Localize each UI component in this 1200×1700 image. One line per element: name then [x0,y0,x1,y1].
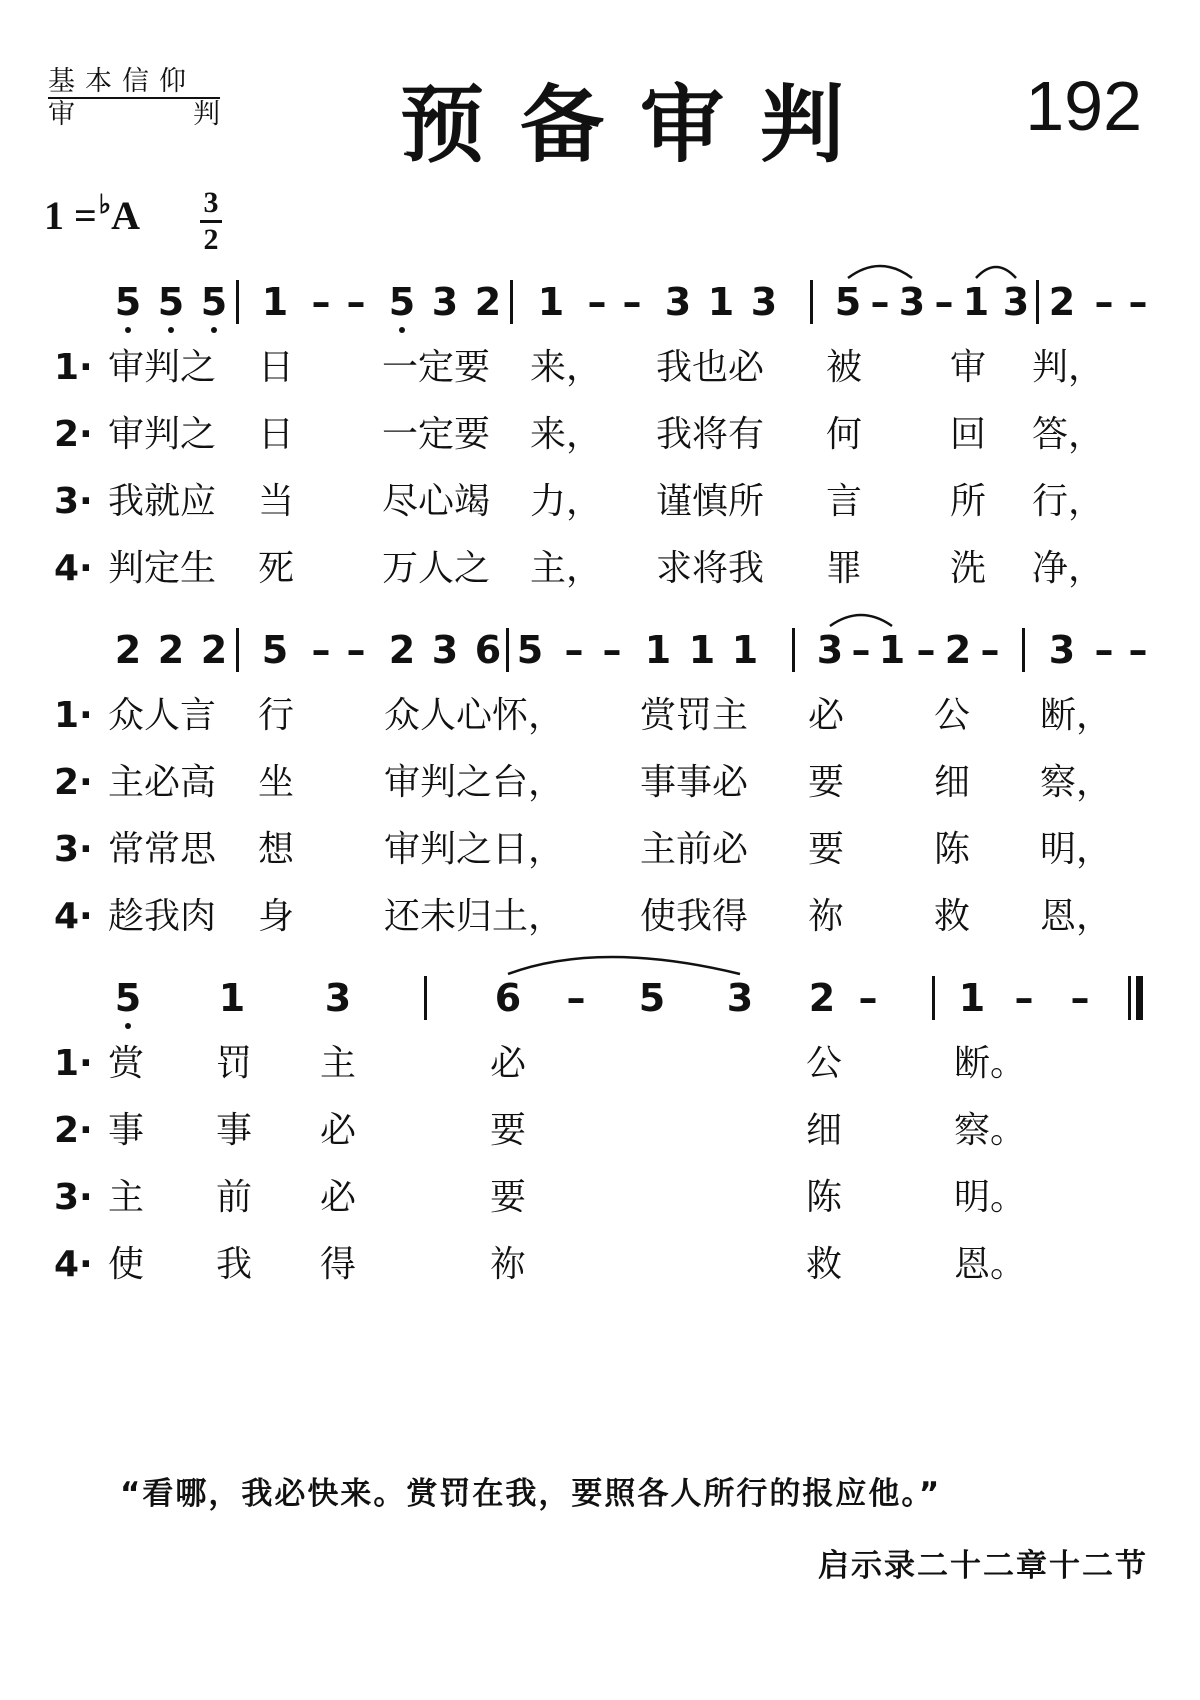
lyric: 来， [530,414,603,455]
dash: – [346,628,366,672]
note: 2 [944,628,972,672]
verse-number: 2· [54,762,93,803]
slur [848,266,912,278]
dash: – [934,280,954,324]
lyric: 审判之 [108,414,217,455]
lyric: 事 [216,1110,253,1151]
note: 3 [431,280,459,324]
lyric: 尽心竭 [382,481,491,522]
note: 1 [962,280,990,324]
dash: – [1070,976,1090,1020]
note: 1 [731,628,759,672]
dash: – [311,280,331,324]
lyric: 恩。 [954,1244,1027,1285]
note: 6 [494,976,522,1020]
lyric: 察。 [954,1110,1027,1151]
slur [508,957,740,974]
lyric: 力， [530,481,603,522]
lyric: 公 [806,1043,843,1084]
note: 3 [898,280,926,324]
lyric: 想 [258,829,295,870]
note: 1 [878,628,906,672]
lyric: 身 [258,896,295,937]
note: 3 [750,280,778,324]
lyric: 公 [934,695,971,736]
lyric: 必 [808,695,845,736]
lyric: 主必高 [108,762,217,803]
lyric: 明。 [954,1177,1027,1218]
lyric: 得 [320,1244,357,1285]
lyric: 坐 [258,762,295,803]
note: 3 [1048,628,1076,672]
lyric: 审判之台， [384,762,565,803]
dash: – [1128,280,1148,324]
note: 5 [388,280,416,324]
lyric: 谨慎所 [656,481,765,522]
note: 1 [218,976,246,1020]
lyric: 众人心怀， [384,695,565,736]
dash: – [858,976,878,1020]
dash: – [851,628,871,672]
hymn-title: 预备审判 [400,76,881,174]
note: 5 [114,280,142,324]
lyric: 所 [950,481,987,522]
lyric: 罪 [826,548,863,589]
flat-symbol: ♭ [98,190,112,219]
key-note: A [111,193,140,238]
lyric: 事事必 [640,762,749,803]
lyric: 赏 [108,1043,145,1084]
dash: – [602,628,622,672]
lyric: 察， [1040,762,1113,803]
note: 2 [114,628,142,672]
lyric: 陈 [934,829,971,870]
lyric: 我就应 [108,481,217,522]
verse-number: 4· [54,896,93,937]
dash: – [587,280,607,324]
lyric: 必 [320,1177,357,1218]
lyric: 必 [490,1043,527,1084]
lyric: 言 [826,481,863,522]
lyric: 答， [1032,414,1105,455]
key-prefix: 1 = [44,193,97,238]
lyric: 趁我肉 [108,896,217,937]
note: 1 [644,628,672,672]
verse-number: 1· [54,1043,93,1084]
note: 2 [808,976,836,1020]
note: 6 [474,628,502,672]
dash: – [1094,628,1114,672]
dash: – [622,280,642,324]
verse-number: 2· [54,1110,93,1151]
lyric: 必 [320,1110,357,1151]
lyric: 来， [530,347,603,388]
lyric: 万人之 [382,548,491,589]
verse-number: 1· [54,347,93,388]
dash: – [870,280,890,324]
verse-number: 4· [54,1244,93,1285]
dash: – [1128,628,1148,672]
note: 1 [688,628,716,672]
lyric: 净， [1032,548,1105,589]
note: 5 [114,976,142,1020]
verse-number: 3· [54,829,93,870]
hymn-number: 192 [1025,67,1142,145]
slur [976,267,1016,278]
verse-number: 2· [54,414,93,455]
lyric: 使 [108,1244,145,1285]
lyric: 我将有 [656,414,765,455]
note: 2 [474,280,502,324]
lyric: 求将我 [656,548,765,589]
slur [830,615,892,626]
dash: – [1014,976,1034,1020]
lyric: 祢 [808,896,845,937]
lyric: 使我得 [640,896,749,937]
lyric: 陈 [806,1177,843,1218]
note: 3 [726,976,754,1020]
note: 2 [388,628,416,672]
note: 5 [200,280,228,324]
note: 1 [537,280,565,324]
lyric: 审判之 [108,347,217,388]
dash: – [1094,280,1114,324]
lyric: 祢 [490,1244,527,1285]
lyric: 行， [1032,481,1105,522]
note: 3 [664,280,692,324]
lyric: 主 [108,1177,145,1218]
subcategory-char-1: 审 [48,99,75,130]
lyric: 事 [108,1110,145,1151]
time-top: 3 [203,186,219,219]
lyric: 日 [258,414,295,455]
lyric: 要 [490,1177,527,1218]
lyric: 细 [806,1110,843,1151]
lyric: 审 [950,347,987,388]
note: 2 [200,628,228,672]
verse-number: 1· [54,695,93,736]
note: 5 [157,280,185,324]
lyric: 回 [950,414,987,455]
time-bottom: 2 [203,223,219,256]
lyric: 赏罚主 [640,695,749,736]
lyric: 主 [320,1043,357,1084]
lyric: 日 [258,347,295,388]
note: 1 [707,280,735,324]
verse-number: 3· [54,1177,93,1218]
dash: – [564,628,584,672]
lyric: 何 [826,414,863,455]
lyric: 审判之日， [384,829,565,870]
note: 3 [324,976,352,1020]
lyric: 一定要 [382,414,491,455]
lyric: 判， [1032,347,1105,388]
dash: – [566,976,586,1020]
lyric: 要 [808,762,845,803]
lyric: 行 [258,695,295,736]
note: 3 [1002,280,1030,324]
verse-number: 3· [54,481,93,522]
note: 5 [516,628,544,672]
scripture-quote: “看哪，我必快来。赏罚在我，要照各人所行的报应他。” [120,1476,942,1512]
lyric: 被 [826,347,863,388]
lyric: 常常思 [108,829,217,870]
note: 2 [157,628,185,672]
note: 5 [261,628,289,672]
lyric: 判定生 [108,548,217,589]
lyric: 断， [1040,695,1113,736]
lyric: 死 [258,548,295,589]
category-text: 基本信仰 [48,66,220,99]
lyric: 罚 [216,1043,253,1084]
lyric: 洗 [950,548,987,589]
lyric: 我 [216,1244,253,1285]
lyric: 要 [808,829,845,870]
lyric: 主， [530,548,603,589]
note: 1 [261,280,289,324]
lyric: 主前必 [640,829,749,870]
dash: – [916,628,936,672]
note: 2 [1048,280,1076,324]
note: 3 [431,628,459,672]
lyric: 细 [934,762,971,803]
lyric: 我也必 [656,347,765,388]
lyric: 前 [216,1177,253,1218]
scripture-reference: 启示录二十二章十二节 [818,1548,1148,1584]
lyric: 要 [490,1110,527,1151]
dash: – [311,628,331,672]
verse-number: 4· [54,548,93,589]
note: 1 [958,976,986,1020]
note: 5 [638,976,666,1020]
lyric: 还未归土， [384,896,565,937]
lyric: 救 [934,896,971,937]
note: 5 [834,280,862,324]
note: 3 [816,628,844,672]
lyric: 断。 [954,1043,1027,1084]
lyric: 众人言 [108,695,217,736]
dash: – [346,280,366,324]
lyric: 一定要 [382,347,491,388]
dash: – [980,628,1000,672]
lyric: 当 [258,481,295,522]
lyric: 救 [806,1244,843,1285]
lyric: 恩， [1040,896,1113,937]
subcategory-char-2: 判 [193,99,220,130]
lyric: 明， [1040,829,1113,870]
